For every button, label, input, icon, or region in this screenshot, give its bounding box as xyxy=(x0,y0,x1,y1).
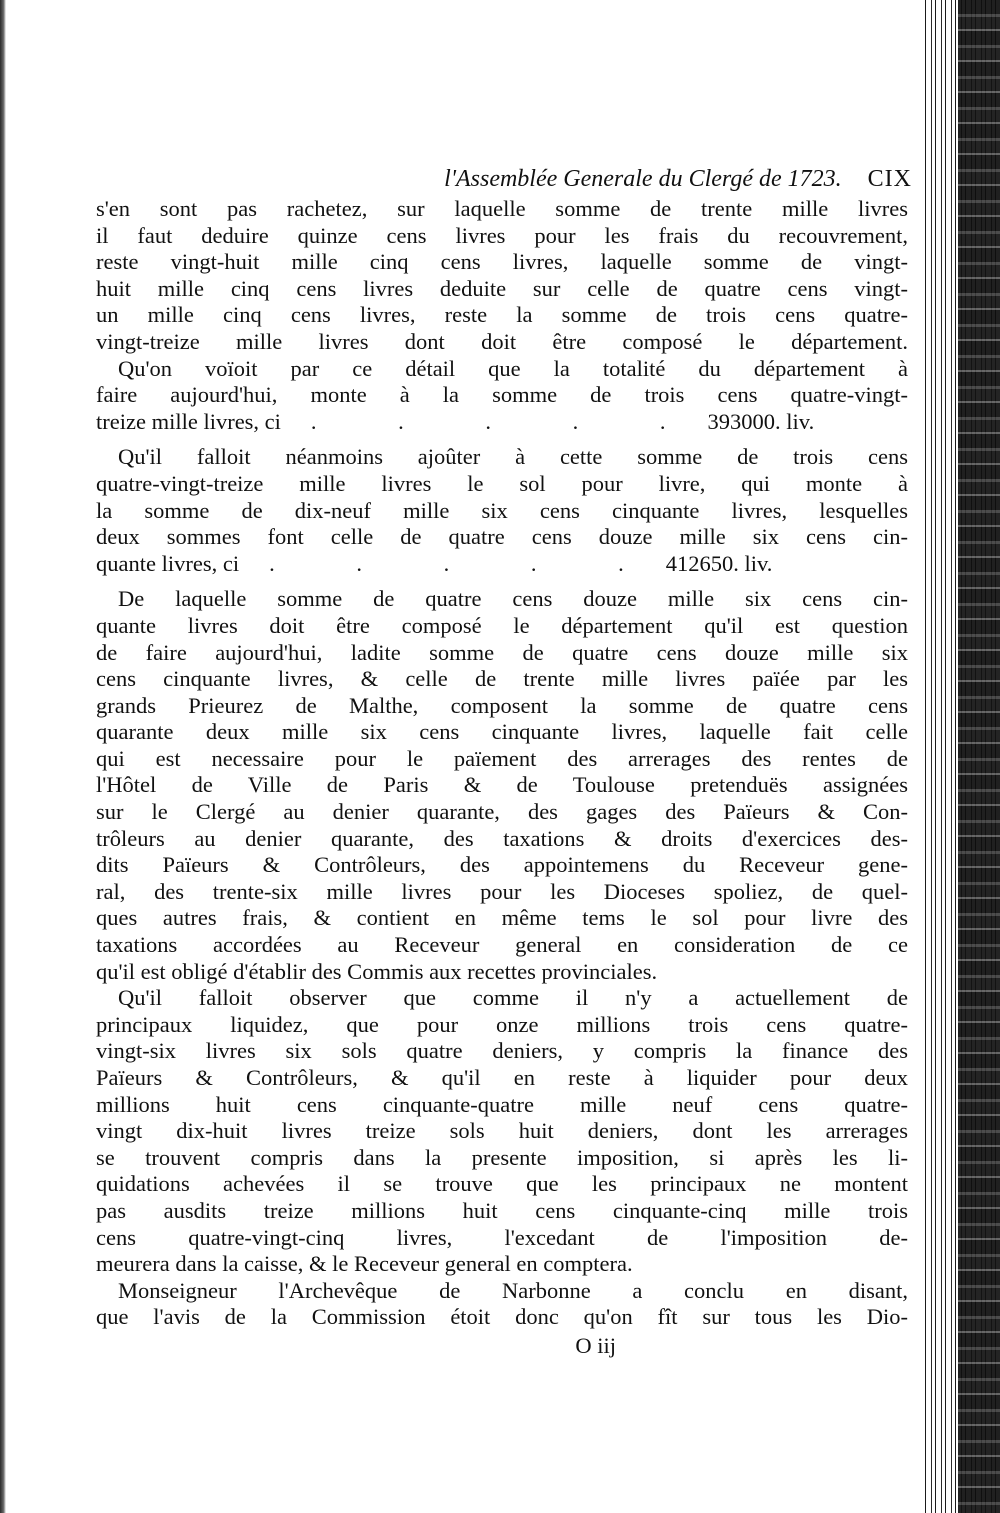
paragraph xyxy=(96,444,908,577)
scan-left-edge xyxy=(0,0,6,1513)
text-line: cens cinquante livres, & celle de trente mille livres païée par les xyxy=(96,666,908,692)
text-line: vingt-six livres six sols quatre deniers, y compris la finance des xyxy=(96,1038,908,1064)
text-line: Monseigneur l'Archevêque de Narbonne a conclu en disant, xyxy=(118,1277,908,1303)
running-head xyxy=(96,162,912,196)
text-line: pas ausdits treize millions huit cens cinquante-cinq mille trois xyxy=(96,1197,908,1223)
sum-label: quante livres, ci xyxy=(96,550,240,576)
page-text xyxy=(96,162,912,1359)
text-line: un mille cinq cens livres, reste la somme de trois cens quatre- xyxy=(96,302,908,328)
sum-amount: 412650. liv. xyxy=(665,550,773,576)
text-line: De laquelle somme de quatre cens douze mille six cens cin- xyxy=(118,586,908,612)
text-line: cens quatre-vingt-cinq livres, l'excedant de l'imposition de- xyxy=(96,1224,908,1250)
sum-line xyxy=(96,551,908,578)
text-line: s'en sont pas rachetez, sur laquelle somme de trente mille livres xyxy=(96,196,908,221)
paragraph xyxy=(96,196,908,356)
text-line: vingt dix-huit livres treize sols huit deniers, dont les arrerages xyxy=(96,1118,908,1144)
text-line: Qu'il falloit observer que comme il n'y a actuellement de xyxy=(118,985,908,1011)
paragraph xyxy=(96,1278,908,1331)
text-line: grands Prieurez de Malthe, composent la somme de quatre cens xyxy=(96,692,908,718)
sum-dot-leader: . . . . . xyxy=(269,550,662,576)
text-line: faire aujourd'hui, monte à la somme de trois cens quatre-vingt- xyxy=(96,382,908,408)
text-line: que l'avis de la Commission étoit donc qu'on fît sur tous les Dio- xyxy=(96,1304,908,1330)
text-line: quante livres doit être composé le département qu'il est question xyxy=(96,612,908,638)
sum-amount: 393000. liv. xyxy=(707,408,815,434)
text-line: qu'il est obligé d'établir des Commis aux recettes provinciales. xyxy=(96,958,658,984)
page-number: CIX xyxy=(867,166,912,192)
text-line: sur le Clergé au denier quarante, des gages des Païeurs & Con- xyxy=(96,799,908,825)
text-line: ques autres frais, & contient en même tems le sol pour livre des xyxy=(96,905,908,931)
paragraph xyxy=(96,356,908,436)
book-spine-shadow xyxy=(958,0,1000,1513)
spine-margin xyxy=(912,0,922,1513)
paragraph xyxy=(96,586,908,985)
text-line: meurera dans la caisse, & le Receveur general en comptera. xyxy=(96,1251,633,1277)
text-line: taxations accordées au Receveur general en consideration de ce xyxy=(96,932,908,958)
running-title: l'Assemblée Generale du Clergé de 1723. xyxy=(444,166,842,192)
text-line: il faut deduire quinze cens livres pour les frais du recouvrement, xyxy=(96,222,908,248)
text-line: se trouvent compris dans la presente imposition, si après les li- xyxy=(96,1144,908,1170)
text-line: principaux liquidez, que pour onze millions trois cens quatre- xyxy=(96,1011,908,1037)
paragraph xyxy=(96,985,908,1278)
text-line: trôleurs au denier quarante, des taxations & droits d'exercices des- xyxy=(96,825,908,851)
sum-label: treize mille livres, ci xyxy=(96,408,281,434)
text-line: quidations achevées il se trouve que les principaux ne montent xyxy=(96,1171,908,1197)
text-line: de faire aujourd'hui, ladite somme de quatre cens douze mille six xyxy=(96,639,908,665)
text-line: Qu'il falloit néanmoins ajoûter à cette somme de trois cens xyxy=(118,444,908,470)
text-line: vingt-treize mille livres dont doit être composé le département. xyxy=(96,328,908,354)
text-line: dits Païeurs & Contrôleurs, des appointemens du Receveur gene- xyxy=(96,852,908,878)
text-line: millions huit cens cinquante-quatre mille neuf cens quatre- xyxy=(96,1091,908,1117)
sum-dot-leader: . . . . . xyxy=(310,408,704,434)
text-line: huit mille cinq cens livres deduite sur celle de quatre cens vingt- xyxy=(96,275,908,301)
text-line: quarante deux mille six cens cinquante livres, laquelle fait celle xyxy=(96,719,908,745)
text-line: la somme de dix-neuf mille six cens cinquante livres, lesquelles xyxy=(96,497,908,523)
text-line: reste vingt-huit mille cinq cens livres, laquelle somme de vingt- xyxy=(96,249,908,275)
sum-line xyxy=(96,409,908,436)
signature-mark: O iij xyxy=(575,1332,616,1358)
text-line: Païeurs & Contrôleurs, & qu'il en reste à liquider pour deux xyxy=(96,1065,908,1090)
text-line: l'Hôtel de Ville de Paris & de Toulouse pretenduës assignées xyxy=(96,772,908,798)
text-line: deux sommes font celle de quatre cens douze mille six cens cin- xyxy=(96,524,908,550)
text-line: Qu'on voïoit par ce détail que la totalité du département à xyxy=(118,355,908,381)
text-line: qui est necessaire pour le païement des arrerages des rentes de xyxy=(96,745,908,771)
text-line: quatre-vingt-treize mille livres le sol pour livre, qui monte à xyxy=(96,470,908,496)
text-line: ral, des trente-six mille livres pour les Dioceses spoliez, de quel- xyxy=(96,878,908,904)
